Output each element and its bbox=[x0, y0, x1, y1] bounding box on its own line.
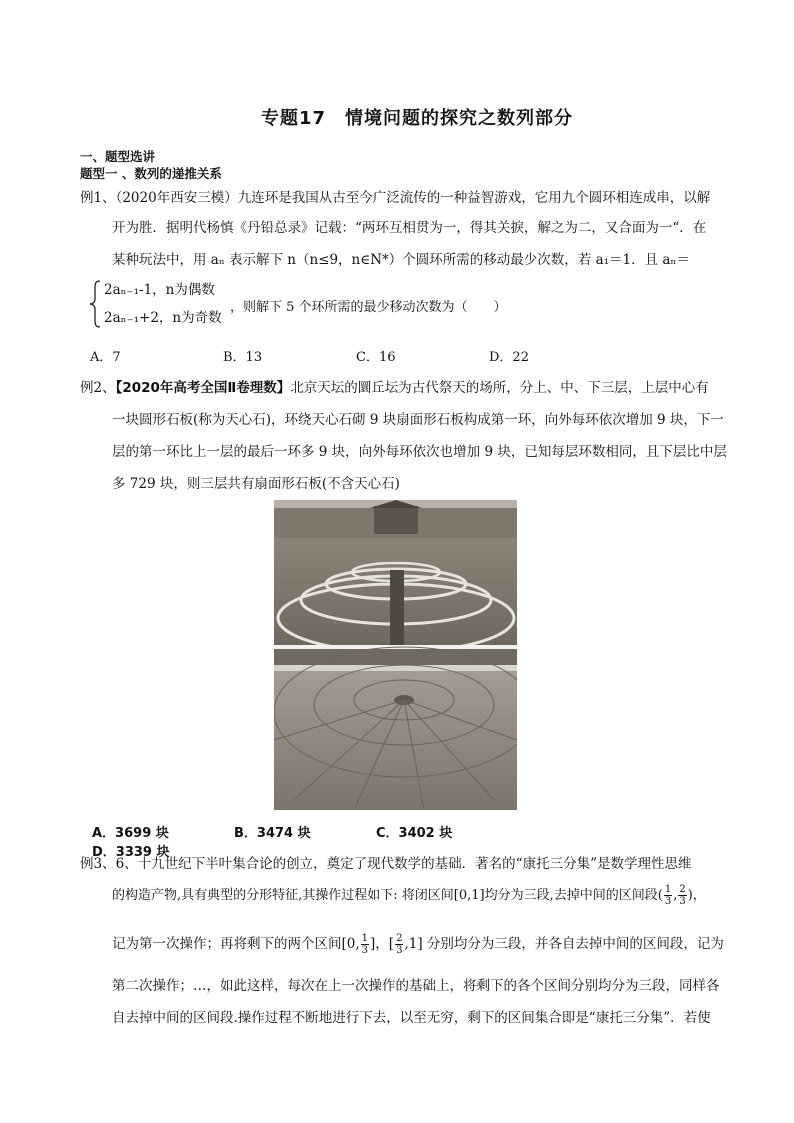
ex2-line3: 层的第一环比上一层的最后一环多 9 块，向外每环依次也增加 9 块，已知每层环数相同，且下层比中层 bbox=[112, 444, 727, 460]
brace-icon bbox=[88, 280, 102, 328]
ex3-line5: 自去掉中间的区间段.操作过程不断地进行下去，以至无穷，剩下的区间集合即是“康托三分集”．若使 bbox=[112, 1010, 711, 1026]
page-title: 专题17 情境问题的探究之数列部分 bbox=[260, 108, 574, 129]
section-heading: 一、题型选讲 bbox=[80, 149, 156, 164]
ex2-line2: 一块圆形石板(称为天心石)，环绕天心石砌 9 块扇面形石板构成第一环，向外每环依次增加 9 块，下一 bbox=[112, 412, 724, 428]
fraction: $\frac{2}{3}$ bbox=[396, 933, 403, 956]
fraction: $\frac{2}{3}$ bbox=[679, 884, 686, 907]
subsection-heading: 题型一 、数列的递推关系 bbox=[80, 166, 222, 181]
altar-photo bbox=[274, 500, 517, 810]
ex2-line1: 例2、【2020年高考全国Ⅱ卷理数】北京天坛的圜丘坛为古代祭天的场所，分上、中、下三层，上层中心有 bbox=[80, 380, 709, 396]
fraction: $\frac{1}{3}$ bbox=[361, 933, 369, 956]
source-tag: 【2020年高考全国Ⅱ卷理数】 bbox=[115, 380, 291, 396]
ex1-line4: ，则解下 5 个环所需的最少移动次数为（ ） bbox=[230, 300, 507, 315]
option-a: A．3699 块 bbox=[92, 826, 169, 841]
option-b: B．13 bbox=[223, 350, 263, 365]
option-d: D．22 bbox=[489, 350, 529, 365]
option-c: C．16 bbox=[356, 350, 396, 365]
ex1-line1: 例1、（2020年西安三模）九连环是我国从古至今广泛流传的一种益智游戏，它用九个圆环相连成串，以解 bbox=[80, 190, 711, 206]
option-a: A．7 bbox=[90, 350, 121, 365]
ex3-line3: 记为第一次操作；再将剩下的两个区间[0, $\frac{1}{3}$ ]，[ $\frac{2}{3}$ ,1] 分别均分为三段，并各自去掉中间的区间段，记为 bbox=[112, 933, 724, 956]
ex1-options bbox=[90, 346, 650, 365]
ex2-line4: 多 729 块，则三层共有扇面形石板(不含天心石) bbox=[112, 476, 400, 492]
ex3-line2: 的构造产物,具有典型的分形特征,其操作过程如下: 将闭区间[0,1]均分为三段,去掉中间的区间段( $\frac{1}{3}$ , $\frac{2}{3}$ )， bbox=[112, 884, 706, 907]
ex3-line1: 例3、6、十九世纪下半叶集合论的创立，奠定了现代数学的基础．著名的“康托三分集”是数学理性思维 bbox=[80, 856, 692, 872]
ex1-line2: 开为胜．据明代杨慎《丹铅总录》记载：“两环互相贯为一，得其关捩，解之为二，又合面为一“．在 bbox=[112, 220, 707, 236]
option-d: D．3339 块 bbox=[92, 845, 170, 860]
piecewise-case-odd: 2aₙ₋₁+2，n为奇数 bbox=[104, 310, 222, 326]
option-b: B．3474 块 bbox=[234, 826, 311, 841]
piecewise-case-even: 2aₙ₋₁-1，n为偶数 bbox=[104, 282, 215, 298]
fraction: $\frac{1}{3}$ bbox=[664, 884, 672, 907]
option-c: C．3402 块 bbox=[376, 826, 453, 841]
ex3-line4: 第二次操作；…，如此这样，每次在上一次操作的基础上，将剩下的各个区间分别均分为三段，同样各 bbox=[112, 978, 720, 994]
ex1-line3: 某种玩法中，用 aₙ 表示解下 n（n≤9，n∈N*）个圆环所需的移动最少次数，若 a₁＝1．且 aₙ＝ bbox=[112, 252, 690, 268]
